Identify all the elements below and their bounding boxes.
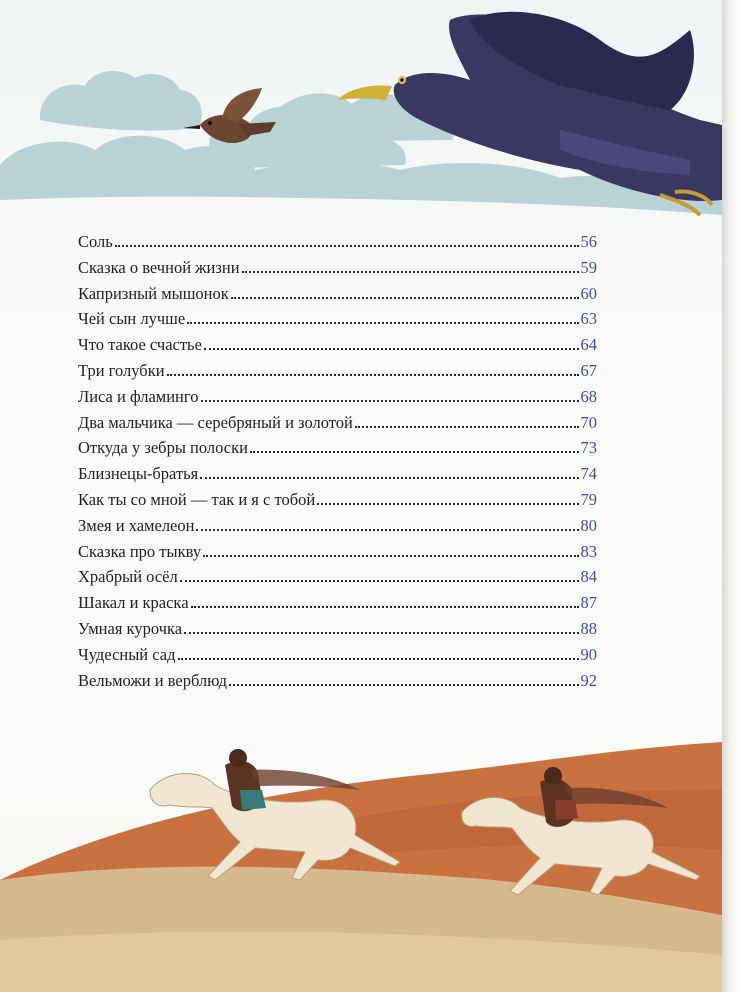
toc-entry-title: Умная курочка	[78, 618, 183, 638]
toc-leader-dots	[317, 503, 578, 505]
toc-page-number: 74	[580, 464, 597, 484]
toc-page-number: 79	[580, 489, 597, 509]
toc-entry[interactable]	[78, 490, 597, 516]
top-illustration	[0, 0, 722, 230]
toc-leader-dots	[115, 245, 579, 247]
table-of-contents	[78, 232, 597, 696]
toc-leader-dots	[200, 477, 578, 479]
toc-entry-title: Чудесный сад	[78, 644, 176, 664]
toc-entry-title: Капризный мышонок	[78, 283, 229, 303]
toc-page-number: 83	[580, 541, 597, 561]
toc-page-number: 64	[580, 335, 597, 355]
toc-entry[interactable]	[78, 619, 597, 645]
toc-entry[interactable]	[78, 593, 597, 619]
toc-entry-title: Что такое счастье	[78, 335, 202, 355]
toc-entry[interactable]	[78, 258, 597, 284]
toc-leader-dots	[187, 322, 578, 324]
toc-entry[interactable]	[78, 464, 597, 490]
toc-entry-title: Три голубки	[78, 360, 165, 380]
toc-entry-title: Откуда у зебры полоски	[78, 438, 248, 458]
toc-entry-title: Соль	[78, 232, 113, 251]
toc-entry-title: Как ты со мной — так и я с тобой	[78, 489, 316, 509]
toc-page-number: 68	[580, 386, 597, 406]
toc-page-number: 63	[580, 309, 597, 329]
toc-page-number: 67	[580, 360, 597, 380]
toc-entry-title: Сказка о вечной жизни	[78, 257, 240, 277]
toc-entry[interactable]	[78, 232, 597, 258]
toc-leader-dots	[184, 632, 578, 634]
toc-leader-dots	[231, 297, 579, 299]
toc-page-number: 70	[580, 412, 597, 432]
toc-entry-title: Чей сын лучше	[78, 309, 186, 329]
toc-entry[interactable]	[78, 645, 597, 671]
toc-page-number: 90	[580, 644, 597, 664]
toc-page-number: 87	[580, 593, 597, 613]
toc-entry[interactable]	[78, 387, 597, 413]
toc-page-number: 88	[580, 618, 597, 638]
toc-entry-title: Змея и хамелеон	[78, 515, 195, 535]
toc-page-number: 60	[580, 283, 597, 303]
toc-leader-dots	[204, 348, 579, 350]
toc-leader-dots	[196, 529, 578, 531]
toc-leader-dots	[191, 606, 579, 608]
toc-entry[interactable]	[78, 361, 597, 387]
toc-page-number: 80	[580, 515, 597, 535]
toc-entry[interactable]	[78, 413, 597, 439]
toc-entry-title: Два мальчика — серебряный и золотой	[78, 412, 353, 432]
toc-leader-dots	[250, 451, 579, 453]
toc-leader-dots	[355, 426, 579, 428]
toc-entry[interactable]	[78, 567, 597, 593]
toc-page-number: 92	[580, 670, 597, 690]
toc-leader-dots	[242, 271, 579, 273]
toc-entry[interactable]	[78, 309, 597, 335]
page-edge	[722, 0, 741, 992]
toc-leader-dots	[201, 400, 579, 402]
toc-entry-title: Храбрый осёл	[78, 567, 178, 587]
toc-leader-dots	[178, 658, 579, 660]
toc-leader-dots	[180, 580, 579, 582]
toc-leader-dots	[229, 684, 578, 686]
toc-page-number: 73	[580, 438, 597, 458]
toc-page-number: 56	[580, 232, 597, 251]
toc-entry[interactable]	[78, 542, 597, 568]
toc-entry-title: Близнецы-братья	[78, 464, 199, 484]
toc-entry-title: Вельможи и верблюд	[78, 670, 228, 690]
toc-page-number: 59	[580, 257, 597, 277]
toc-entry[interactable]	[78, 335, 597, 361]
toc-entry[interactable]	[78, 516, 597, 542]
toc-entry[interactable]	[78, 671, 597, 697]
toc-entry-title: Лиса и фламинго	[78, 386, 199, 406]
toc-page-number: 84	[580, 567, 597, 587]
toc-leader-dots	[203, 555, 578, 557]
toc-entry[interactable]	[78, 438, 597, 464]
toc-entry-title: Сказка про тыкву	[78, 541, 202, 561]
toc-leader-dots	[167, 374, 579, 376]
toc-entry-title: Шакал и краска	[78, 593, 189, 613]
toc-entry[interactable]	[78, 284, 597, 310]
